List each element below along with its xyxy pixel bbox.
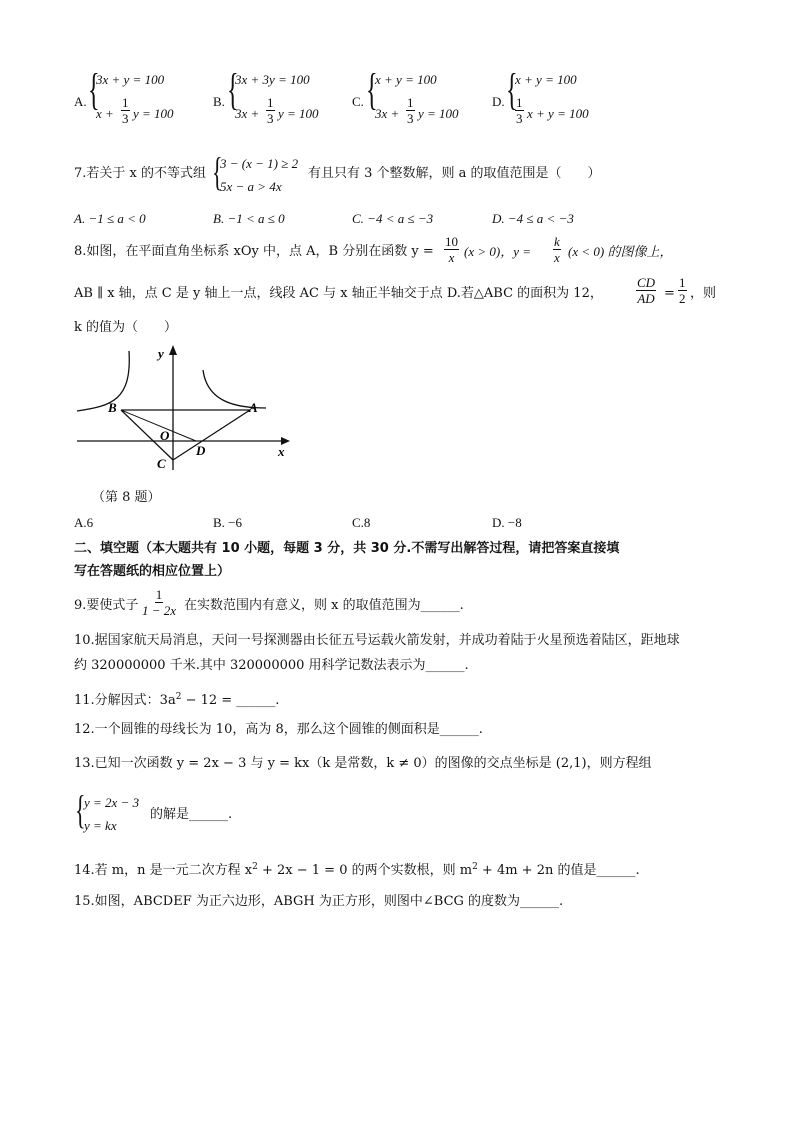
q7-inequality-2: 5x − a > 4x (220, 179, 282, 194)
brace: { (75, 787, 86, 832)
denominator: 3 (122, 111, 129, 126)
option-label: C. (352, 94, 364, 109)
option-label: A. (74, 94, 87, 109)
q8-figure (72, 340, 297, 478)
brace: { (88, 65, 100, 114)
equals-sign: = (664, 286, 675, 301)
equation-line-2-end: y = 100 (133, 106, 174, 121)
equation-line-2-start: 3x + (235, 106, 260, 121)
equation-line-2-end: x + y = 100 (527, 106, 589, 121)
question-11 (74, 694, 279, 707)
q14-stem-mid: + 2x − 1 = 0 的两个实数根，则 m (257, 863, 473, 878)
q8-line-1-end: (x < 0) 的图像上， (568, 244, 673, 259)
numerator: CD (637, 275, 656, 290)
q7-option-d: D. −4 ≤ a < −3 (492, 211, 574, 226)
q7-stem-start: 7.若关于 x 的不等式组 (74, 166, 206, 181)
label-o: O (160, 428, 170, 443)
q7-stem-end: 有且只有 3 个整数解，则 a 的取值范围是（ ） (308, 166, 601, 181)
q13-line-1: 13.已知一次函数 y = 2x − 3 与 y = kx（k 是常数，k ≠ 0）的图像的交点坐标是 (2,1)，则方程组 (74, 756, 652, 771)
numerator: 1 (155, 587, 163, 602)
denominator: 3 (267, 111, 274, 126)
equation-line-2-end: y = 100 (278, 106, 319, 121)
q8-option-b: B. −6 (213, 515, 243, 530)
fraction (515, 96, 524, 125)
label-b: B (108, 400, 117, 415)
numerator: 1 (122, 95, 129, 110)
fraction-cd-over-ad (636, 276, 656, 305)
q8-line-1-mid: (x > 0)，y = (464, 244, 531, 259)
equation-line-2-end: y = 100 (418, 106, 459, 121)
brace: { (212, 149, 223, 194)
question-15: 15.如图，ABCDEF 为正六边形，ABGH 为正方形，则图中∠BCG 的度数为______. (74, 894, 564, 909)
question-12: 12.一个圆锥的母线长为 10，高为 8，那么这个圆锥的侧面积是______. (74, 722, 483, 737)
numerator: 1 (267, 95, 274, 110)
q10-line-2: 约 320000000 千米.其中 320000000 用科学记数法表示为______. (74, 658, 469, 673)
equation-line-1: x + y = 100 (515, 72, 577, 87)
denominator: 3 (516, 111, 523, 126)
option-label: D. (492, 94, 505, 109)
denominator: 1 − 2x (142, 603, 177, 618)
q8-option-d: D. −8 (492, 515, 522, 530)
label-c: C (157, 456, 166, 471)
brace: { (366, 65, 378, 114)
option-label: B. (213, 94, 225, 109)
label-x: x (278, 444, 285, 459)
denominator: 2 (679, 291, 686, 306)
q11-stem-end: − 12 = ______. (181, 693, 280, 708)
q8-line-1-start: 8.如图，在平面直角坐标系 xOy 中，点 A，B 分别在函数 y = (74, 244, 434, 259)
segment-bd (121, 410, 196, 441)
q13-system-line-2: y = kx (84, 818, 117, 833)
figure-caption: （第 8 题） (92, 490, 161, 505)
exponent: 2 (472, 862, 478, 872)
q7-option-a: A. −1 ≤ a < 0 (74, 211, 146, 226)
section-heading-line-2: 写在答题纸的相应位置上） (74, 564, 231, 579)
fraction-k-over-x (553, 235, 561, 264)
q8-line-2-start: AB ∥ x 轴，点 C 是 y 轴上一点，线段 AC 与 x 轴正半轴交于点 D.若△ABC 的面积为 12， (74, 286, 603, 301)
q13-line-2-end: 的解是______. (150, 807, 233, 822)
q8-option-a: A.6 (74, 515, 94, 530)
section-heading-line-1: 二、填空题（本大题共有 10 小题，每题 3 分，共 30 分.不需写出解答过程，请把答案直接填 (74, 541, 620, 556)
numerator: 10 (445, 234, 458, 249)
label-a: A (249, 400, 258, 415)
fraction-one-over-1-minus-2x (142, 588, 176, 617)
numerator: 1 (407, 95, 414, 110)
segment-ac (173, 410, 250, 460)
fraction (121, 96, 130, 125)
label-y: y (158, 346, 164, 361)
q13-system-line-1: y = 2x − 3 (84, 795, 140, 810)
equation-line-2-start: x + (96, 106, 114, 121)
fraction-one-half (678, 276, 687, 305)
denominator: x (554, 250, 560, 265)
q7-option-b: B. −1 < a ≤ 0 (213, 211, 285, 226)
equation-line-1: 3x + y = 100 (96, 72, 165, 87)
numerator: 1 (516, 95, 523, 110)
denominator: x (448, 250, 455, 265)
fraction (406, 96, 415, 125)
exponent: 2 (175, 692, 182, 702)
label-d: D (196, 443, 206, 458)
q7-option-c: C. −4 < a ≤ −3 (352, 211, 434, 226)
denominator: AD (637, 291, 655, 306)
q14-stem-start: 14.若 m，n 是一元二次方程 x (74, 863, 253, 878)
equation-line-2-start: 3x + (375, 106, 400, 121)
brace: { (506, 65, 518, 114)
curve-left (77, 351, 129, 411)
q10-line-1: 10.据国家航天局消息，天问一号探测器由长征五号运载火箭发射，并成功着陆于火星预选着陆区，距地球 (74, 633, 680, 648)
q7-inequality-1: 3 − (x − 1) ≥ 2 (220, 156, 299, 171)
question-14 (74, 864, 640, 877)
q8-option-c: C.8 (352, 515, 371, 530)
q9-stem-start: 9.要使式子 (74, 598, 139, 613)
q9-stem-end: 在实数范围内有意义，则 x 的取值范围为______. (184, 598, 464, 613)
numerator: k (554, 234, 560, 249)
q8-line-3: k 的值为（ ） (74, 320, 178, 335)
numerator: 1 (679, 275, 686, 290)
q8-line-2-end: ，则 (690, 286, 717, 301)
fraction (266, 96, 275, 125)
brace: { (227, 65, 239, 114)
denominator: 3 (407, 111, 414, 126)
equation-line-1: 3x + 3y = 100 (235, 72, 310, 87)
q11-stem-start: 11.分解因式：3a (74, 693, 176, 708)
equation-line-1: x + y = 100 (375, 72, 437, 87)
fraction-10-over-x (444, 235, 459, 264)
exponent: 2 (252, 862, 258, 872)
q14-stem-end: + 4m + 2n 的值是______. (477, 863, 640, 878)
y-axis-arrow (169, 345, 177, 355)
